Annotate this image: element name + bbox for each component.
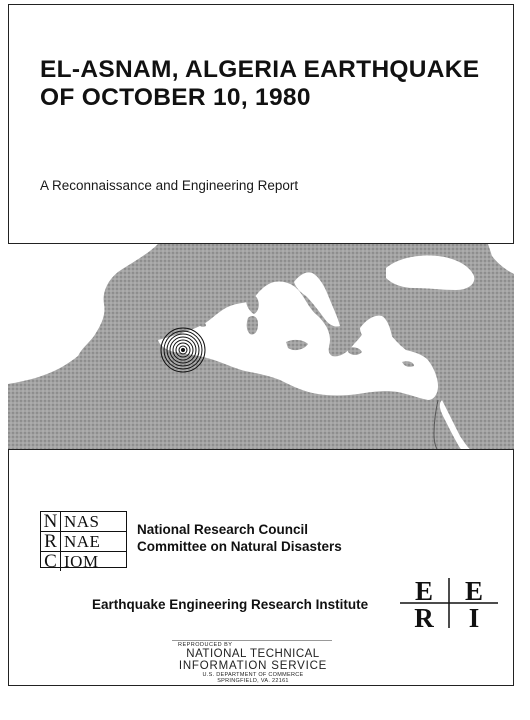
ntis-line-1: REPRODUCED BY [178,642,233,648]
eeri-logo-e1: E [414,576,434,606]
nrc-logo-nae: NAE [61,532,126,552]
mediterranean-map [8,243,514,450]
ntis-line-2: NATIONAL TECHNICAL [186,648,320,660]
nrc-credit [137,521,342,555]
nrc-logo-letter-c: C [41,552,61,571]
nrc-logo-iom: IOM [64,552,99,571]
report-subtitle: A Reconnaissance and Engineering Report [40,178,299,193]
eeri-logo [398,576,500,630]
title-line-2: OF OCTOBER 10, 1980 [40,84,311,111]
report-title [40,56,479,112]
eeri-logo-e2: E [464,576,484,606]
ntis-line-4: U.S. DEPARTMENT OF COMMERCE [202,672,304,678]
nrc-line-2: Committee on Natural Disasters [137,539,342,554]
ntis-stamp [178,642,328,684]
nrc-line-1: National Research Council [137,522,309,537]
eeri-logo-i: I [468,603,480,630]
nrc-logo-letter-n: N [41,512,61,532]
nrc-logo-nas: NAS [61,512,126,532]
nrc-logo [40,511,127,572]
eeri-logo-r: R [414,603,434,630]
title-line-1: EL-ASNAM, ALGERIA EARTHQUAKE [40,56,480,83]
nrc-logo-letter-r: R [41,532,61,552]
map-illustration [8,244,514,450]
ntis-line-5: SPRINGFIELD, VA. 22161 [217,678,289,684]
eeri-credit: Earthquake Engineering Research Institute [92,597,369,612]
ntis-line-3: INFORMATION SERVICE [178,660,328,672]
